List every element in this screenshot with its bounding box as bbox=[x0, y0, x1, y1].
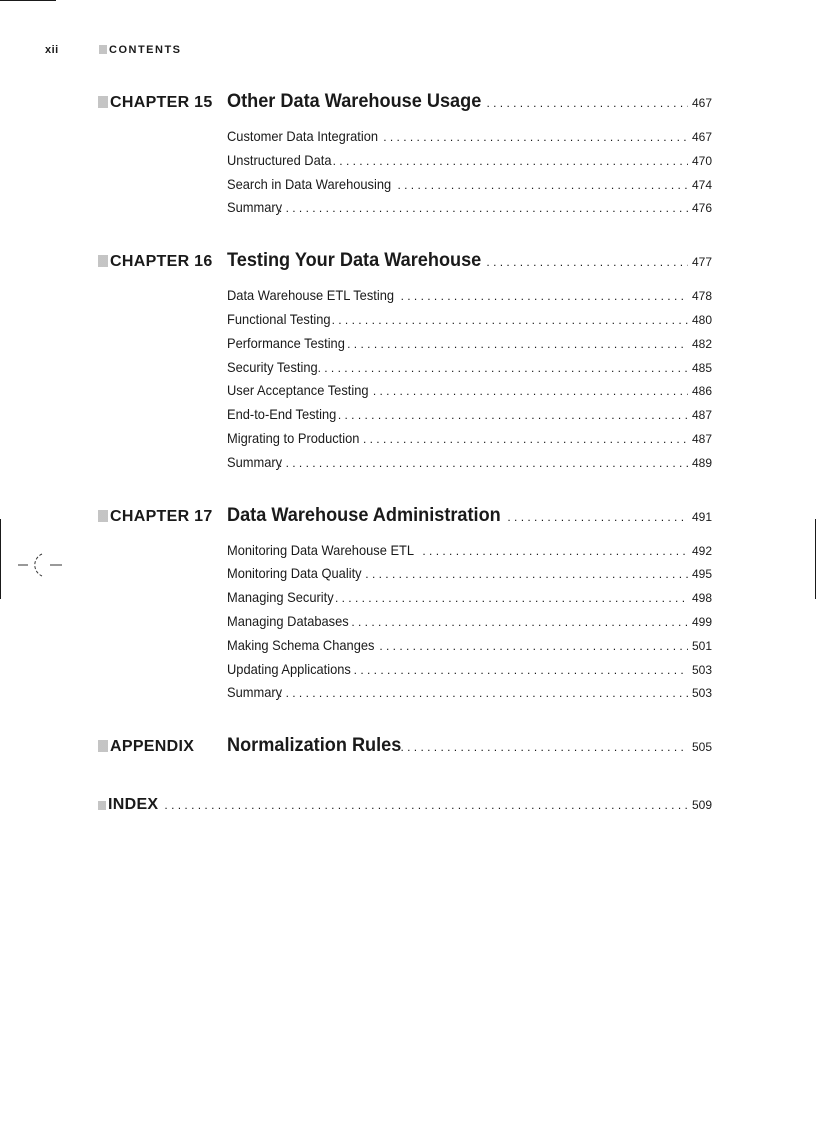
entry-title: Data Warehouse ETL Testing bbox=[227, 287, 395, 304]
entry-page-number: 492 bbox=[691, 543, 712, 558]
entry-page-number: 495 bbox=[691, 567, 712, 582]
dot-leader bbox=[501, 510, 688, 524]
entry-page-number: 487 bbox=[691, 408, 712, 423]
crop-mark-icon bbox=[18, 552, 62, 578]
entry-title: Summary bbox=[227, 684, 283, 701]
appendix-page-number: 505 bbox=[691, 740, 712, 755]
chapter-label: CHAPTER 17 bbox=[98, 508, 227, 526]
shaded-square-icon bbox=[98, 801, 106, 810]
toc-entry[interactable] bbox=[227, 661, 712, 685]
dot-leader bbox=[480, 96, 688, 110]
dot-leader bbox=[420, 544, 688, 558]
chapter-page-number: 467 bbox=[691, 96, 712, 110]
entry-title: Updating Applications bbox=[227, 660, 351, 677]
toc-entry[interactable] bbox=[227, 684, 712, 708]
top-rule bbox=[0, 0, 56, 1]
entry-page-number: 474 bbox=[691, 177, 712, 192]
dot-leader bbox=[394, 740, 688, 754]
chapter-title: Data Warehouse Administration bbox=[227, 503, 501, 526]
entry-title: Performance Testing bbox=[227, 334, 345, 351]
entry-page-number: 503 bbox=[691, 686, 712, 701]
toc-entry[interactable] bbox=[227, 542, 712, 566]
entry-title: Security Testing bbox=[227, 358, 318, 375]
chapter-entries bbox=[227, 542, 712, 709]
entry-page-number: 489 bbox=[691, 455, 712, 470]
toc-entry[interactable] bbox=[227, 152, 712, 176]
entry-page-number: 486 bbox=[691, 384, 712, 399]
entry-page-number: 498 bbox=[691, 591, 712, 606]
toc-entry[interactable] bbox=[227, 359, 712, 383]
chapter-heading[interactable] bbox=[98, 504, 712, 540]
entry-page-number: 487 bbox=[691, 431, 712, 446]
dot-leader bbox=[381, 130, 688, 144]
entry-title: Search in Data Warehousing bbox=[227, 175, 392, 192]
toc-entry[interactable] bbox=[227, 382, 712, 406]
entry-page-number: 485 bbox=[691, 360, 712, 375]
dot-leader bbox=[377, 639, 688, 653]
running-head bbox=[45, 44, 182, 56]
appendix-heading[interactable] bbox=[98, 734, 712, 770]
running-head-section: CONTENTS bbox=[109, 44, 182, 56]
entry-page-number: 482 bbox=[691, 336, 712, 351]
appendix-label: APPENDIX bbox=[98, 738, 227, 756]
entry-title: Monitoring Data Quality bbox=[227, 565, 362, 582]
dot-leader bbox=[316, 361, 688, 375]
toc-entry[interactable] bbox=[227, 199, 712, 223]
entry-title: Managing Databases bbox=[227, 612, 349, 629]
dot-leader bbox=[363, 567, 688, 581]
entry-title: End-to-End Testing bbox=[227, 406, 337, 423]
dot-leader bbox=[395, 178, 688, 192]
toc-entry[interactable] bbox=[227, 406, 712, 430]
shaded-square-icon bbox=[98, 96, 108, 108]
chapter-page-number: 491 bbox=[691, 509, 712, 524]
shaded-square-icon bbox=[98, 740, 108, 752]
entry-title: Migrating to Production bbox=[227, 429, 360, 446]
dot-leader bbox=[158, 798, 688, 812]
entry-title: Managing Security bbox=[227, 589, 334, 606]
dot-leader bbox=[399, 289, 688, 303]
chapter-entries bbox=[227, 128, 712, 223]
entry-page-number: 467 bbox=[691, 130, 712, 144]
entry-page-number: 501 bbox=[691, 638, 712, 653]
index-label: INDEX bbox=[98, 796, 158, 814]
entry-title: User Acceptance Testing bbox=[227, 382, 369, 399]
left-page-edge bbox=[0, 519, 1, 599]
dot-leader bbox=[336, 408, 688, 422]
chapter-label: CHAPTER 16 bbox=[98, 253, 227, 271]
toc-entry[interactable] bbox=[227, 637, 712, 661]
entry-page-number: 503 bbox=[691, 662, 712, 677]
toc-entry[interactable] bbox=[227, 128, 712, 152]
chapter-heading[interactable] bbox=[98, 249, 712, 285]
dot-leader bbox=[480, 255, 688, 269]
dot-leader bbox=[277, 201, 688, 215]
dot-leader bbox=[361, 432, 688, 446]
entry-title: Making Schema Changes bbox=[227, 636, 375, 653]
toc-entry[interactable] bbox=[227, 430, 712, 454]
appendix bbox=[98, 734, 712, 770]
shaded-square-icon bbox=[98, 255, 108, 267]
dot-leader bbox=[330, 313, 688, 327]
dot-leader bbox=[349, 615, 688, 629]
entry-page-number: 480 bbox=[691, 312, 712, 327]
entry-title: Summary bbox=[227, 453, 283, 470]
toc-entry[interactable] bbox=[227, 287, 712, 311]
chapter-page-number: 477 bbox=[691, 255, 712, 270]
chapter-title: Other Data Warehouse Usage bbox=[227, 90, 482, 112]
table-of-contents bbox=[98, 90, 712, 832]
dot-leader bbox=[331, 154, 688, 168]
dot-leader bbox=[352, 663, 688, 677]
index-page-number: 509 bbox=[691, 798, 712, 813]
shaded-square-icon bbox=[99, 45, 107, 54]
entry-title: Summary bbox=[227, 199, 283, 216]
chapter-entries bbox=[227, 287, 712, 477]
entry-title: Customer Data Integration bbox=[227, 128, 379, 144]
entry-page-number: 478 bbox=[691, 289, 712, 304]
entry-title: Monitoring Data Warehouse ETL bbox=[227, 541, 415, 558]
chapter-15 bbox=[98, 90, 712, 223]
entry-page-number: 499 bbox=[691, 614, 712, 629]
page-folio: xii bbox=[45, 44, 59, 56]
entry-title: Functional Testing bbox=[227, 310, 331, 327]
appendix-title: Normalization Rules bbox=[227, 734, 402, 757]
chapter-label: CHAPTER 15 bbox=[98, 94, 227, 112]
toc-entry[interactable] bbox=[227, 311, 712, 335]
dot-leader bbox=[371, 384, 688, 398]
toc-entry[interactable] bbox=[227, 565, 712, 589]
toc-entry[interactable] bbox=[227, 589, 712, 613]
chapter-title: Testing Your Data Warehouse bbox=[227, 249, 482, 272]
dot-leader bbox=[345, 337, 688, 351]
toc-entry[interactable] bbox=[227, 176, 712, 200]
entry-page-number: 470 bbox=[691, 153, 712, 168]
dot-leader bbox=[277, 686, 688, 700]
shaded-square-icon bbox=[98, 510, 108, 522]
chapter-16 bbox=[98, 249, 712, 477]
index-heading[interactable] bbox=[98, 796, 712, 832]
toc-entry[interactable] bbox=[227, 454, 712, 478]
dot-leader bbox=[277, 456, 688, 470]
chapter-17 bbox=[98, 504, 712, 709]
dot-leader bbox=[333, 591, 688, 605]
toc-entry[interactable] bbox=[227, 335, 712, 359]
entry-page-number: 476 bbox=[691, 201, 712, 216]
chapter-heading[interactable] bbox=[98, 90, 712, 126]
entry-title: Unstructured Data bbox=[227, 151, 332, 168]
toc-entry[interactable] bbox=[227, 613, 712, 637]
